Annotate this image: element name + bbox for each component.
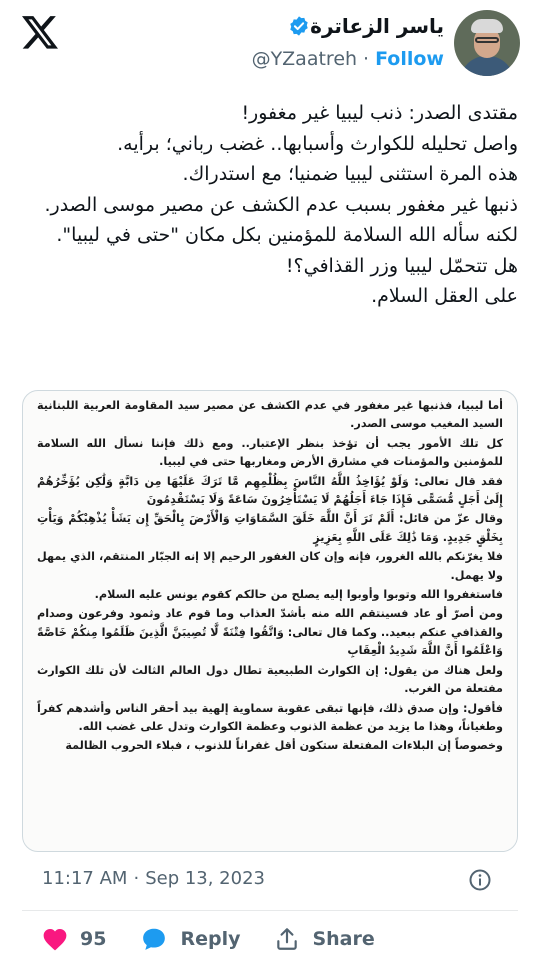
- tweet-line: على العقل السلام.: [371, 285, 518, 307]
- share-label: Share: [312, 928, 375, 950]
- statement-paragraph: فأقول: وإن صدق ذلك، فإنها تبقى عقوبة سماوية إلهية بيد أحقر الناس وأشدهم كفراً وطغياناً، وهذا ما يزيد من عظمة الذنوب وعظمة الكوارث وتدل على غضب الله.: [37, 701, 503, 733]
- avatar-hair: [471, 19, 503, 33]
- statement-paragraph: وخصوصاً إن البلاءات المفتعلة ستكون أقل غفراناً للذنوب ، فبلاء الحروب الظالمة: [65, 739, 503, 753]
- footer-divider: [22, 910, 518, 911]
- like-button[interactable]: [42, 927, 106, 951]
- tweet-line: لكنه سأله الله السلامة للمؤمنين بكل مكان "حتى في ليبيا".: [56, 224, 518, 246]
- heart-icon: [42, 927, 68, 951]
- tweet-line: هذه المرة استثنى ليبيا ضمنيا؛ مع استدراك.: [182, 163, 518, 185]
- reply-bubble-icon: [140, 926, 168, 952]
- author-name[interactable]: ياسر الزعاترة: [310, 14, 444, 38]
- x-logo-icon[interactable]: [20, 12, 60, 52]
- like-count: 95: [80, 928, 107, 950]
- statement-paragraph: فلا يغرّنكم بالله الغرور، فإنه وإن كان الغفور الرحيم إلا إنه الجبّار المنتقم، الذي يمهل ولا يهمل.: [37, 550, 503, 582]
- tweet-text: [22, 98, 518, 312]
- tweet-date: Sep 13, 2023: [145, 868, 265, 889]
- share-button[interactable]: [274, 926, 374, 952]
- share-upload-icon: [274, 926, 300, 952]
- handle-separator: ·: [363, 48, 370, 70]
- statement-paragraph: أما ليبيا، فذنبها غير مغفور في عدم الكشف عن مصير سيد المقاومة العربية اللبنانية السيد المغيب موسى الصدر.: [37, 399, 503, 431]
- statement-paragraph: ولعل هناك من يقول: إن الكوارث الطبيعية تطال دول العالم الثالث لأن تلك الكوارث مفتعلة من الغرب.: [37, 663, 503, 696]
- follow-button[interactable]: Follow: [375, 48, 444, 70]
- tweet-timestamp[interactable]: [42, 868, 265, 889]
- attached-statement-image[interactable]: [22, 390, 518, 852]
- avatar[interactable]: [454, 10, 520, 76]
- avatar-shirt: [460, 56, 514, 76]
- author-name-row[interactable]: [282, 14, 444, 38]
- tweet-line: مقتدى الصدر: ذنب ليبيا غير مغفور!: [241, 102, 518, 124]
- tweet-line: هل تتحمّل ليبيا وزر القذافي؟!: [285, 254, 518, 277]
- reply-label: Reply: [180, 928, 241, 950]
- verified-badge-icon: [288, 15, 310, 37]
- tweet-line: واصل تحليله للكوارث وأسبابها.. غضب رباني؛ برأيه.: [117, 132, 518, 155]
- author-handle[interactable]: @YZaatreh: [251, 48, 358, 70]
- avatar-glasses: [475, 37, 499, 43]
- tweet-line: ذنبها غير مغفور بسبب عدم الكشف عن مصير موسى الصدر.: [44, 193, 518, 216]
- reply-button[interactable]: [140, 926, 240, 952]
- author-handle-row: [252, 48, 444, 70]
- statement-paragraph: ومن أصرّ أو عاد فسينتقم الله منه بأشدّ العذاب وما قوم عاد وثمود وفرعون وصدام والقذافي عنكم ببعيد.. وكما قال تعالى: وَاتَّقُوا فِتْنَةً لَّا تُصِيبَنَّ الَّذِينَ ظَلَمُوا مِنكُمْ خَاصَّةً وَاعْلَمُوا أَنَّ اللَّهَ شَدِيدُ الْعِقَابِ: [37, 607, 503, 658]
- timestamp-separator: ·: [133, 868, 140, 889]
- statement-paragraph: فاستغفروا الله وتوبوا وأوبوا إليه يصلح من حالكم كقوم يونس عليه السلام.: [94, 588, 503, 602]
- statement-paragraph: فقد قال تعالى: وَلَوْ يُؤَاخِذُ اللَّهُ النَّاسَ بِظُلْمِهِم مَّا تَرَكَ عَلَيْهَا مِن دَابَّةٍ وَلَٰكِن يُؤَخِّرُهُمْ إِلَىٰ أَجَلٍ مُّسَمًّى فَإِذَا جَاءَ أَجَلُهُمْ لَا يَسْتَأْخِرُونَ سَاعَةً وَلَا يَسْتَقْدِمُونَ: [37, 474, 503, 507]
- action-bar: [42, 926, 409, 952]
- statement-paragraph: وقال عزّ من قائل: أَلَمْ تَرَ أَنَّ اللَّهَ خَلَقَ السَّمَاوَاتِ وَالْأَرْضَ بِالْحَقِّ إِن يَشَأْ يُذْهِبْكُمْ وَيَأْتِ بِخَلْقٍ جَدِيدٍ. وَمَا ذَٰلِكَ عَلَى اللَّهِ بِعَزِيزٍ: [37, 512, 503, 544]
- tweet-time: 11:17 AM: [42, 868, 128, 889]
- info-icon[interactable]: [468, 868, 492, 892]
- statement-text: [37, 397, 503, 757]
- statement-paragraph: كل تلك الأمور يجب أن تؤخذ بنظر الإعتبار.. ومع ذلك فإننا نسأل الله السلامة للمؤمنين والمؤمنات في مشارق الأرض ومغاربها حتى في ليبيا.: [37, 436, 503, 469]
